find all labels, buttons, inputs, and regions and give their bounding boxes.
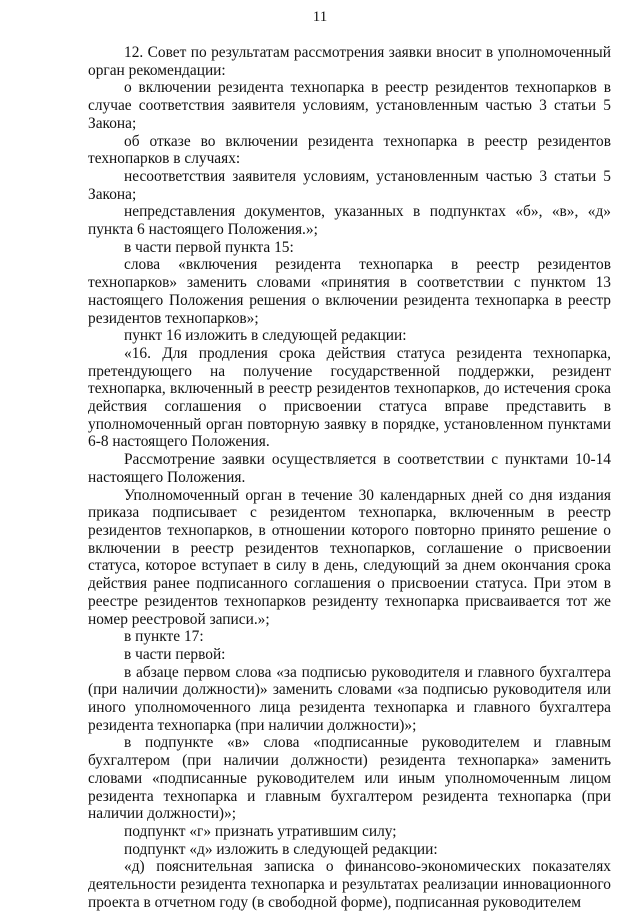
paragraph-18: «д) пояснительная записка о финансово-экономических показателях деятельности резидента технопарка и результатах реализации инновационного проекта в отчетном году (в свободной форме), подписанная руководителем xyxy=(88,858,611,911)
paragraph-4: несоответствия заявителя условиям, установленным частью 3 статьи 5 Закона; xyxy=(88,167,611,203)
paragraph-17: подпункт «д» изложить в следующей редакции: xyxy=(124,840,438,858)
paragraph-10: Рассмотрение заявки осуществляется в соответствии с пунктами 10-14 настоящего Положения. xyxy=(88,451,611,486)
paragraph-16: подпункт «г» признать утратившим силу; xyxy=(124,822,397,840)
page-number: 11 xyxy=(312,9,328,25)
paragraph-13: в части первой: xyxy=(124,645,226,663)
paragraph-3: об отказе во включении резидента технопарка в реестр резидентов технопарков в случаях: xyxy=(88,132,611,168)
paragraph-11: Уполномоченный орган в течение 30 календарных дней со дня издания приказа подписывает с резидентом технопарка, включенным в реестр резидентов технопарков, в отношении которого повторно принято решение о включении в реестр резидентов технопарков, соглашение о присвоении статуса, которое вступает в силу в день, следующий за днем окончания срока действия ранее подписанного соглашения о присвоении статуса. При этом в реестре резидентов технопарков резиденту технопарка присваивается тот же номер реестровой записи.»; xyxy=(88,486,611,628)
paragraph-7: слова «включения резидента технопарка в реестр резидентов технопарков» заменить словами «принятия в соответствии с пунктом 13 настоящего Положения решения о включении резидента технопарка в реестр резидентов технопарков»; xyxy=(88,256,611,327)
paragraph-5: непредставления документов, указанных в подпунктах «б», «в», «д» пункта 6 настоящего Положения.»; xyxy=(88,203,611,239)
paragraph-14: в абзаце первом слова «за подписью руководителя и главного бухгалтера (при наличии должности)» заменить словами «за подписью руководителя или иного уполномоченного лица резидента технопарка и главного бухгалтера резидента технопарка (при наличии должности)»; xyxy=(88,663,611,734)
paragraph-1: 12. Совет по результатам рассмотрения заявки вносит в уполномоченный орган рекомендации: xyxy=(88,44,611,79)
paragraph-12: в пункте 17: xyxy=(124,628,204,646)
paragraph-9: «16. Для продления срока действия статуса резидента технопарка, претендующего на получение государственной поддержки, резидент технопарка, включенный в реестр резидентов технопарков, до истечения срока действия соглашения о присвоении статуса вправе представить в уполномоченный орган повторную заявку в порядке, установленном пунктами 6-8 настоящего Положения. xyxy=(88,344,611,451)
paragraph-2: о включении резидента технопарка в реестр резидентов технопарков в случае соответствия заявителя условиям, установленным частью 3 статьи 5 Закона; xyxy=(88,79,611,132)
paragraph-6: в части первой пункта 15: xyxy=(124,238,294,256)
paragraph-8: пункт 16 изложить в следующей редакции: xyxy=(124,327,407,345)
paragraph-15: в подпункте «в» слова «подписанные руководителем и главным бухгалтером (при наличии должности) резидента технопарка» заменить словами «подписанные руководителем или иным уполномоченным лицом резидента технопарка и главным бухгалтером резидента технопарка (при наличии должности)»; xyxy=(88,734,611,823)
document-body xyxy=(88,44,611,911)
